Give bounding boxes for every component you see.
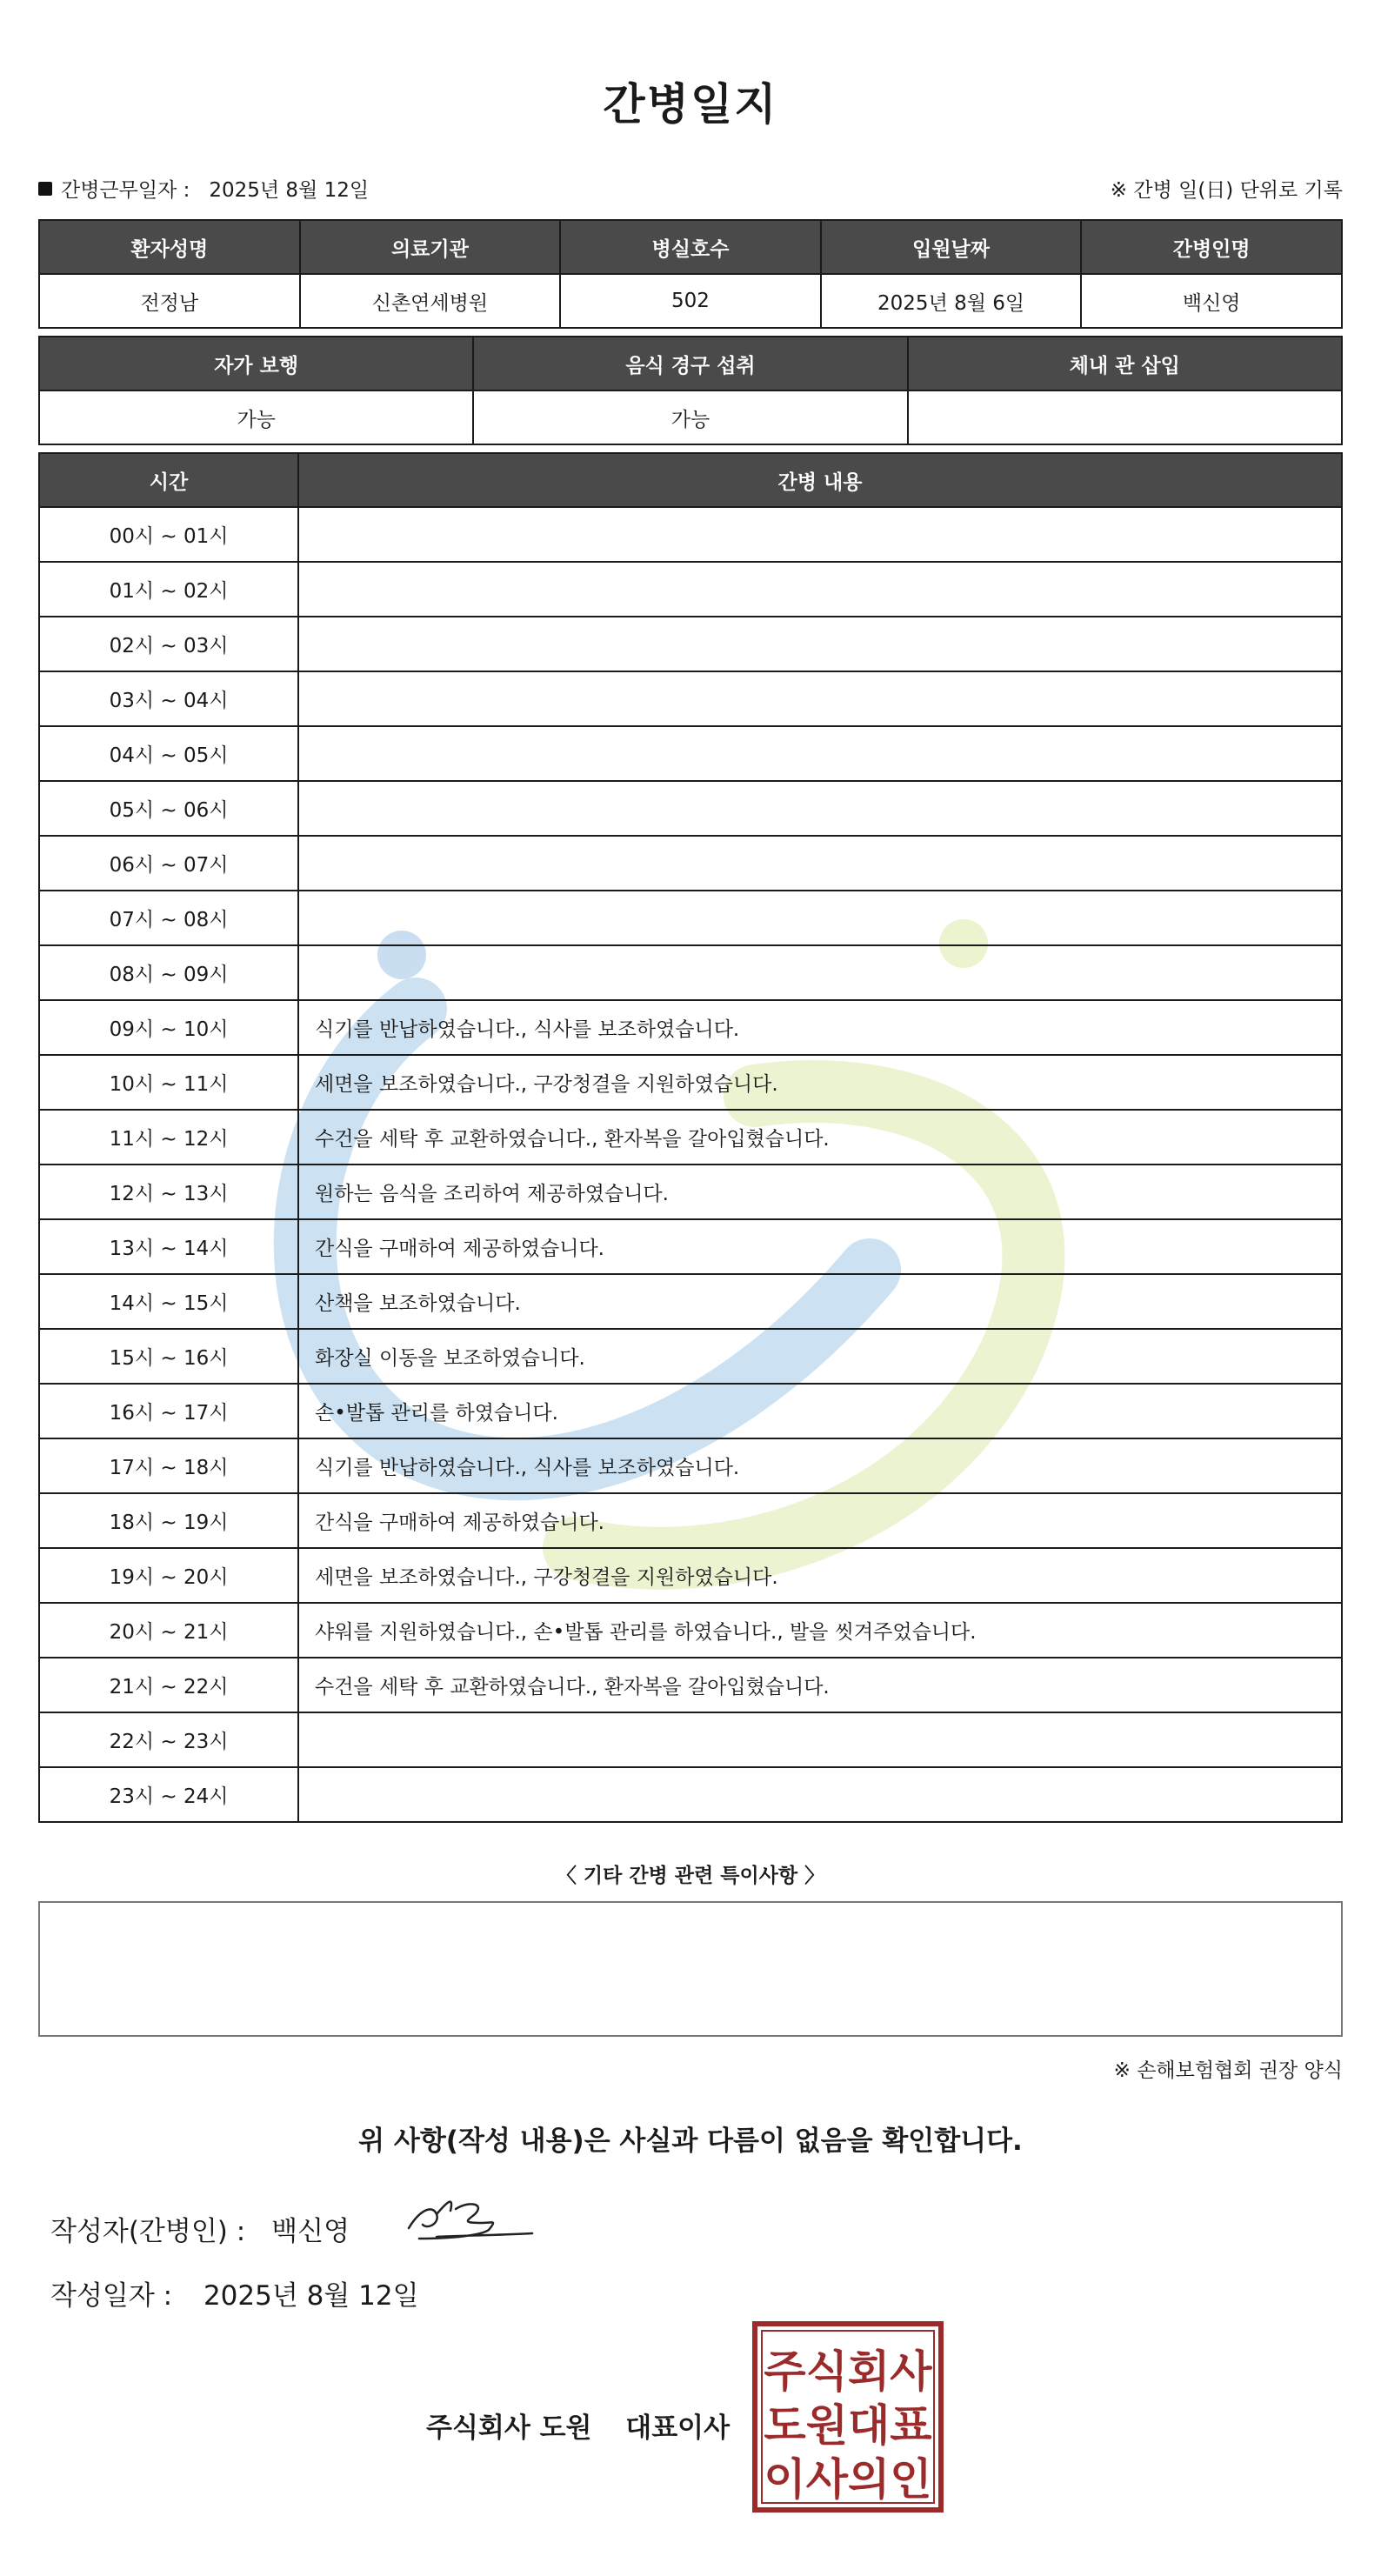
header-caregiver-name: 간병인명 [1081, 220, 1342, 274]
header-institution: 의료기관 [300, 220, 561, 274]
table-row [39, 671, 1342, 726]
company-name: 주식회사 도원 [426, 2412, 592, 2444]
record-unit-note: ※ 간병 일(日) 단위로 기록 [1110, 179, 1343, 202]
table-row [39, 1712, 1342, 1767]
confirmation-statement: 위 사항(작성 내용)은 사실과 다름이 없음을 확인합니다. [358, 2126, 1023, 2157]
time-slot: 21시 ~ 22시 [39, 1658, 298, 1712]
work-date-label: 간병근무일자 : [61, 179, 190, 202]
time-slot: 18시 ~ 19시 [39, 1493, 298, 1548]
table-row [39, 726, 1342, 781]
table-row [39, 1274, 1342, 1329]
oral-intake: 가능 [473, 390, 907, 444]
writer-name: 백신영 [271, 2216, 350, 2247]
time-slot: 06시 ~ 07시 [39, 836, 298, 891]
table-row [39, 1329, 1342, 1384]
time-slot: 17시 ~ 18시 [39, 1438, 298, 1493]
time-slot: 05시 ~ 06시 [39, 781, 298, 836]
time-slot: 00시 ~ 01시 [39, 507, 298, 562]
care-content [298, 1712, 1342, 1767]
header-oral-intake: 음식 경구 섭취 [473, 337, 907, 390]
patient-name: 전정남 [39, 274, 300, 328]
header-patient-name: 환자성명 [39, 220, 300, 274]
document-title: 간병일지 [603, 79, 778, 130]
company-line [426, 2406, 730, 2445]
table-row [39, 617, 1342, 671]
care-content: 수건을 세탁 후 교환하였습니다., 환자복을 갈아입혔습니다. [298, 1658, 1342, 1712]
table-row [39, 781, 1342, 836]
care-content: 화장실 이동을 보조하였습니다. [298, 1329, 1342, 1384]
work-date-value: 2025년 8월 12일 [209, 179, 370, 202]
header-care-content: 간병 내용 [298, 453, 1342, 507]
table-row [39, 1658, 1342, 1712]
time-slot: 02시 ~ 03시 [39, 617, 298, 671]
tube-insertion [908, 390, 1342, 444]
table-row [39, 1548, 1342, 1603]
time-slot: 19시 ~ 20시 [39, 1548, 298, 1603]
time-slot: 12시 ~ 13시 [39, 1165, 298, 1219]
table-row [39, 274, 1342, 328]
square-bullet-icon [38, 182, 52, 196]
table-row [39, 390, 1342, 444]
time-slot: 16시 ~ 17시 [39, 1384, 298, 1438]
write-date-line [50, 2273, 419, 2312]
care-content: 원하는 음식을 조리하여 제공하였습니다. [298, 1165, 1342, 1219]
table-row [39, 1438, 1342, 1493]
time-slot: 04시 ~ 05시 [39, 726, 298, 781]
form-source-note: ※ 손해보험협회 권장 양식 [1113, 2059, 1343, 2082]
time-slot: 07시 ~ 08시 [39, 891, 298, 945]
caregiver-name: 백신영 [1081, 274, 1342, 328]
time-slot: 03시 ~ 04시 [39, 671, 298, 726]
care-content [298, 836, 1342, 891]
care-content [298, 891, 1342, 945]
writer-line [50, 2209, 350, 2248]
table-row [39, 1767, 1342, 1822]
care-content: 세면을 보조하였습니다., 구강청결을 지원하였습니다. [298, 1548, 1342, 1603]
admission-date: 2025년 8월 6일 [821, 274, 1082, 328]
writer-label: 작성자(간병인) : [50, 2216, 246, 2247]
care-content: 손•발톱 관리를 하였습니다. [298, 1384, 1342, 1438]
svg-text:주식회사: 주식회사 [764, 2346, 932, 2397]
time-slot: 01시 ~ 02시 [39, 562, 298, 617]
table-row [39, 507, 1342, 562]
care-content [298, 507, 1342, 562]
table-header-row [39, 220, 1342, 274]
care-content: 세면을 보조하였습니다., 구강청결을 지원하였습니다. [298, 1055, 1342, 1110]
table-row [39, 1110, 1342, 1165]
company-seal-stamp [751, 2320, 944, 2513]
self-walking: 가능 [39, 390, 473, 444]
table-row [39, 1493, 1342, 1548]
care-content: 수건을 세탁 후 교환하였습니다., 환자복을 갈아입혔습니다. [298, 1110, 1342, 1165]
table-row [39, 1219, 1342, 1274]
header-admission-date: 입원날짜 [821, 220, 1082, 274]
table-row [39, 1000, 1342, 1055]
header-tube-insertion: 체내 관 삽입 [908, 337, 1342, 390]
table-row [39, 1055, 1342, 1110]
care-content: 산책을 보조하였습니다. [298, 1274, 1342, 1329]
care-content [298, 671, 1342, 726]
svg-text:이사의인: 이사의인 [764, 2454, 932, 2505]
care-content [298, 617, 1342, 671]
work-date-line [38, 174, 369, 203]
header-room-number: 병실호수 [560, 220, 821, 274]
time-slot: 10시 ~ 11시 [39, 1055, 298, 1110]
header-self-walking: 자가 보행 [39, 337, 473, 390]
patient-status-table [38, 336, 1343, 445]
remarks-box [38, 1901, 1343, 2037]
time-slot: 11시 ~ 12시 [39, 1110, 298, 1165]
time-slot: 15시 ~ 16시 [39, 1329, 298, 1384]
time-slot: 13시 ~ 14시 [39, 1219, 298, 1274]
care-content [298, 726, 1342, 781]
care-content: 식기를 반납하였습니다., 식사를 보조하였습니다. [298, 1000, 1342, 1055]
svg-text:도원대표: 도원대표 [764, 2400, 932, 2451]
care-content [298, 945, 1342, 1000]
care-content [298, 562, 1342, 617]
write-date-value: 2025년 8월 12일 [203, 2280, 419, 2312]
table-row [39, 891, 1342, 945]
time-slot: 14시 ~ 15시 [39, 1274, 298, 1329]
table-header-row [39, 453, 1342, 507]
table-row [39, 1384, 1342, 1438]
time-slot: 22시 ~ 23시 [39, 1712, 298, 1767]
care-content [298, 1767, 1342, 1822]
care-content: 식기를 반납하였습니다., 식사를 보조하였습니다. [298, 1438, 1342, 1493]
header-time: 시간 [39, 453, 298, 507]
table-row [39, 1603, 1342, 1658]
table-row [39, 562, 1342, 617]
time-slot: 23시 ~ 24시 [39, 1767, 298, 1822]
care-log-table [38, 452, 1343, 1823]
care-log-body [39, 507, 1342, 1822]
company-representative: 대표이사 [625, 2412, 731, 2444]
table-header-row [39, 337, 1342, 390]
table-row [39, 945, 1342, 1000]
care-content [298, 781, 1342, 836]
time-slot: 09시 ~ 10시 [39, 1000, 298, 1055]
table-row [39, 1165, 1342, 1219]
patient-info-table [38, 219, 1343, 329]
remarks-title: 〈 기타 간병 관련 특이사항 〉 [556, 1865, 825, 1887]
time-slot: 08시 ~ 09시 [39, 945, 298, 1000]
institution: 신촌연세병원 [300, 274, 561, 328]
room-number: 502 [560, 274, 821, 328]
care-content: 샤워를 지원하였습니다., 손•발톱 관리를 하였습니다., 발을 씻겨주었습니다. [298, 1603, 1342, 1658]
handwritten-signature [402, 2185, 541, 2246]
write-date-label: 작성일자 : [50, 2280, 173, 2312]
time-slot: 20시 ~ 21시 [39, 1603, 298, 1658]
table-row [39, 836, 1342, 891]
care-content: 간식을 구매하여 제공하였습니다. [298, 1219, 1342, 1274]
care-content: 간식을 구매하여 제공하였습니다. [298, 1493, 1342, 1548]
